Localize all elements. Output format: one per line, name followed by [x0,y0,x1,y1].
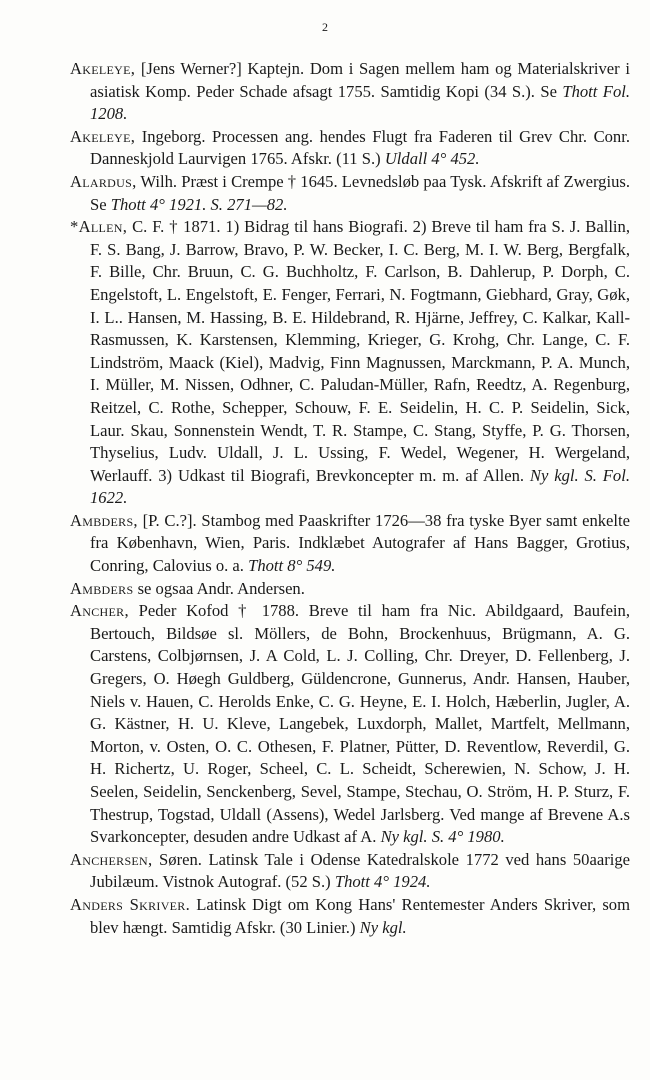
catalog-entry [70,600,630,849]
entry-shelfmark: Thott 8° 549. [248,556,336,576]
entry-text: Latinsk Digt om Kong Hans' Rentemester Anders Skriver, som blev hængt. Samtidig Afskr. (30 Linier.) [90,894,630,937]
entry-heading: Alardus, [70,171,137,191]
entry-shelfmark: Ny kgl. S. Fol. 1622. [90,465,630,508]
catalog-entry [70,894,630,939]
entry-shelfmark: Thott 4° 1924. [334,872,431,892]
entry-text: se ogsaa Andr. Andersen. [133,578,305,598]
catalog-entry [70,216,630,510]
catalog-entry [70,849,630,894]
entry-heading: *Allen, [70,217,128,237]
entry-heading: Ambders [70,578,134,598]
entry-heading: Ambders, [70,510,138,530]
entry-text: Peder Kofod † 1788. Breve til ham fra Nic. Abildgaard, Baufein, Bertouch, Bildsøe sl. Möllers, de Bohn, Brockenhuus, Brügmann, A. G. Carstens, Colbjørnsen, J. A Cold, L. J. Colling, Chr. Dreyer, D. Fellenberg, J. Gregers, O. Høegh Guldberg, Güldencrone, Gunnerus, Andr. Hansen, Hauber, Niels v. Hauen, C. Herolds Enke, C. G. Heyne, E. I. Holch, Hæberlin, Jugler, A. G. Kästner, H. U. Kleve, Langebek, Luxdorph, Mallet, Martfelt, Mellmann, Morton, v. Osten, O. C. Othesen, F. Platner, Pütter, D. Reventlow, Reverdil, G. H. Richertz, U. Roger, Scheel, C. L. Scheidt, Scherewien, N. Schow, J. H. Seelen, Seidelin, Senckenberg, Sevel, Stampe, Stechau, O. Ström, H. P. Sturz, F. Thestrup, Togstad, Uldall (Assens), Wedel Jarlsberg. Ved mange af Brevene A.s Svarkoncepter, desuden andre Udkast af A. [90,601,630,847]
entry-heading: Akeleye, [70,59,136,78]
catalog-entries [70,58,630,939]
entry-shelfmark: Uldall 4° 452. [384,149,480,169]
entry-shelfmark: Thott 4° 1921. S. 271—82. [110,194,288,214]
catalog-entry [70,510,630,578]
entry-heading: Anders Skriver. [70,894,191,914]
entry-text: [P. C.?]. Stambog med Paaskrifter 1726—38 fra tyske Byer samt enkelte fra København, Wien, Paris. Indklæbet Autografer af Hans Bagger, Grotius, Conring, Calovius o. a. [90,510,630,576]
entry-shelfmark: Ny kgl. S. 4° 1980. [380,827,505,847]
catalog-entry [70,171,630,216]
entry-text: C. F. † 1871. 1) Bidrag til hans Biografi. 2) Breve til ham fra S. J. Ballin, F. S. Bang, J. Barrow, Bravo, P. W. Becker, I. C. Berg, M. I. W. Berg, Bergfalk, F. Bille, Chr. Bruun, C. G. Buchholtz, F. Carlson, B. Dahlerup, P. Dorph, C. Engelstoft, L. Engelstoft, E. Fenger, Ferrari, N. Fogtmann, Giebhard, Gray, Gøk, I. L.. Hansen, M. Hassing, B. E. Hildebrand, R. Hjärne, Jeffrey, C. Kalkar, Kall-Rasmussen, K. Karstensen, Klemming, Krieger, G. Krohg, Chr. Lange, C. F. Lindström, Maack (Kiel), Madvig, Finn Magnussen, Marckmann, P. A. Munch, I. Müller, M. Nissen, Odhner, C. Paludan-Müller, Rafn, Reedtz, A. Regenburg, Reitzel, C. Rothe, Schepper, Schouw, F. E. Seidelin, H. C. P. Seidelin, Sick, Laur. Skau, Sonnenstein Wendt, T. R. Stampe, C. Stang, Styffe, P. G. Thorsen, Thyselius, Ludv. Uldall, J. L. Ussing, F. Wedel, Wegener, H. Wergeland, Werlauff. 3) Udkast til Biografi, Brevkoncepter m. m. af Allen. [90,217,630,485]
entry-text: Wilh. Præst i Crempe † 1645. Levnedsløb paa Tysk. Afskrift af Zwergius. Se [90,171,630,214]
entry-heading: Anchersen, [70,849,153,869]
catalog-entry [70,58,630,126]
entry-text: [Jens Werner?] Kaptejn. Dom i Sagen mellem ham og Materialskriver i asiatisk Komp. Peder Schade afsagt 1755. Samtidig Kopi (34 S.). Se [90,59,630,101]
page-number: 2 [322,20,328,34]
entry-heading: Ancher, [70,601,129,621]
entry-shelfmark: Thott Fol. 1208. [90,81,630,124]
catalog-entry [70,126,630,171]
catalog-entry [70,578,630,601]
entry-heading: Akeleye, [70,126,136,146]
entry-text: Ingeborg. Processen ang. hendes Flugt fra Faderen til Grev Chr. Conr. Danneskjold Laurvigen 1765. Afskr. (11 S.) [90,126,630,169]
entry-text: Søren. Latinsk Tale i Odense Katedralskole 1772 ved hans 50aarige Jubilæum. Vistnok Autograf. (52 S.) [90,849,630,892]
entry-shelfmark: Ny kgl. [359,917,407,937]
